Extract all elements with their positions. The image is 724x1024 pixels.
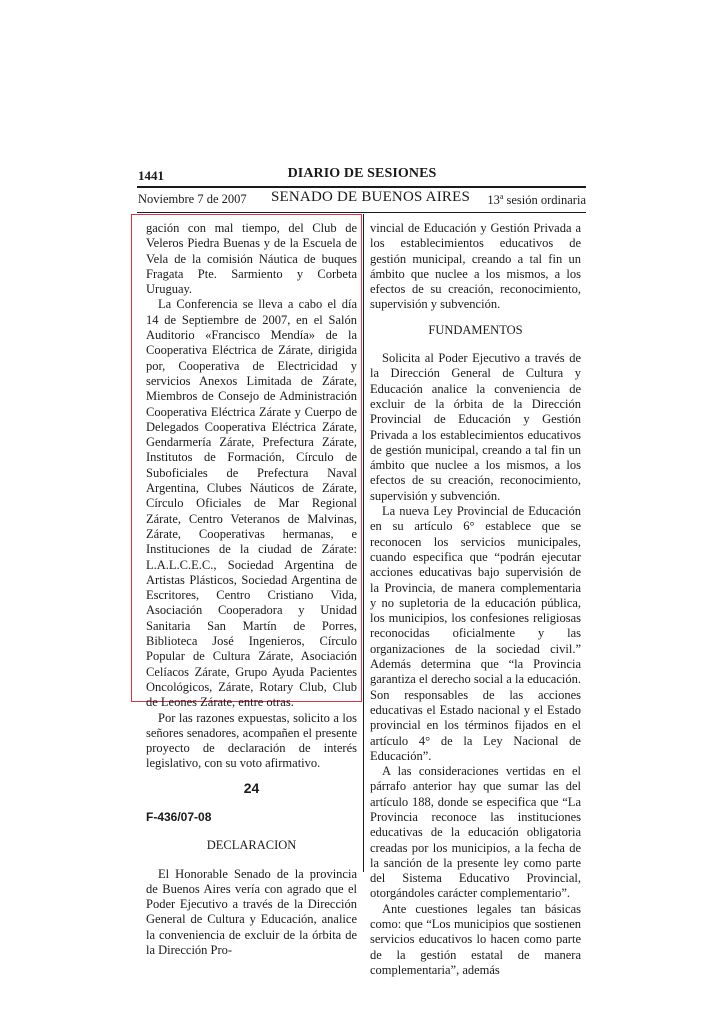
session-info [487, 192, 586, 208]
institution-name: SENADO DE BUENOS AIRES [271, 189, 470, 205]
left-paragraph-declaration: El Honorable Senado de la provincia de Buenos Aires vería con agrado que el Poder Ejecutivo a través de la Dirección General de Cultura y Educación, analice la conveniencia de excluir de la órbita de la Dirección Pro- [146, 866, 357, 958]
header-rule-thick [137, 186, 586, 188]
page-number: 1441 [138, 168, 164, 183]
left-paragraph-continuation: gación con mal tiempo, del Club de Veleros Piedra Buenas y de la Escuela de Vela de la comisión Náutica de buques Fragata Pte. Sarmiento y Corbeta Uruguay. [146, 221, 357, 297]
session-number: 13 [487, 193, 500, 208]
right-paragraph-request: Solicita al Poder Ejecutivo a través de la Dirección General de Cultura y Educación analice la conveniencia de excluir de la órbita de la Dirección Provincial de Educación y Gestión Privada a los establecimientos educativos de gestión municipal, creando a tal fin un ámbito que nuclee a los mismos, a los efectos de su creación, reconocimiento, supervisión y subvención. [370, 351, 581, 503]
session-date: Noviembre 7 de 2007 [138, 192, 247, 206]
right-column [370, 221, 581, 978]
column-divider [363, 214, 364, 872]
left-column [146, 221, 357, 958]
right-paragraph-article-188: A las consideraciones vertidas en el párrafo anterior hay que sumar las del artículo 188, donde se especifica que “La Provincia reconoce las instituciones educativas de la educación obligatoria creadas por los municipios, a la fecha de la sanción de la presente ley como parte del Sistema Educativo Provincial, otorgándoles carácter complementario”. [370, 764, 581, 901]
file-code: F-436/07-08 [146, 809, 212, 824]
left-paragraph-conference: La Conferencia se lleva a cabo el día 14 de Septiembre de 2007, en el Salón Auditorio «Francisco Mendía» de la Cooperativa Eléctrica de Zárate, dirigida por, Cooperativa de Electricidad y servicios Anexos Limitada de Zárate, Miembros de Consejo de Administración Cooperativa Eléctrica Zárate y Cuerpo de Delegados Cooperativa Eléctrica Zárate, Gendarmería Zárate, Prefectura Zárate, Institutos de Formación, Círculo de Suboficiales de Prefectura Naval Argentina, Clubes Náuticos de Zárate, Círculo Oficiales de Mar Regional Zárate, Centro Veteranos de Malvinas, Zárate, Cooperativas hermanas, e Instituciones de la ciudad de Zárate: L.A.L.C.E.C., Sociedad Argentina de Artistas Plásticos, Sociedad Argentina de Escritores, Centro Cristiano Vida, Asociación Cooperadora y Unidad Sanitaria San Martín de Porres, Biblioteca José Ingenieros, Círculo Popular de Cultura Zárate, Asociación Celíacos Zárate, Grupo Ayuda Pacientes Oncológicos, Zárate, Rotary Club, Club de Leones Zárate, entre otras. [146, 297, 357, 710]
fundamentos-heading: FUNDAMENTOS [428, 322, 523, 337]
item-number: 24 [243, 779, 260, 796]
right-paragraph-continuation: vincial de Educación y Gestión Privada a los establecimientos educativos de gestión municipal, creando a tal fin un ámbito que nuclee a los mismos, a los efectos de su creación, reconocimiento, supervisión y subvención. [370, 221, 581, 312]
session-suffix: a [499, 192, 504, 201]
declaracion-heading: DECLARACION [206, 838, 297, 853]
right-paragraph-legal-questions: Ante cuestiones legales tan básicas como: que “Los municipios que sostienen servicios educativos lo hacen como parte de la gestión estatal de manera complementaria”, además [370, 901, 581, 977]
left-paragraph-closing: Por las razones expuestas, solicito a los señores senadores, acompañen el presente proyecto de declaración de interés legislativo, con su voto afirmativo. [146, 710, 357, 771]
right-paragraph-law: La nueva Ley Provincial de Educación en su artículo 6° establece que se reconocen los servicios municipales, cuando especifica que “podrán ejecutar acciones educativas bajo supervisión de la Provincia, de manera complementaria y no supletoria de la educación pública, los municipios, los confesiones religiosas reconocidas oficialmente y las organizaciones de la sociedad civil.” Además determina que “la Provincia garantiza el derecho social a la educación. Son responsables de las acciones educativas el Estado nacional y el Estado provincial en los términos fijados en el artículo 4° de la Ley Nacional de Educación”. [370, 504, 581, 763]
header-rule-thin [137, 212, 586, 213]
session-label: sesión ordinaria [506, 193, 586, 208]
journal-title: DIARIO DE SESIONES [287, 166, 437, 181]
